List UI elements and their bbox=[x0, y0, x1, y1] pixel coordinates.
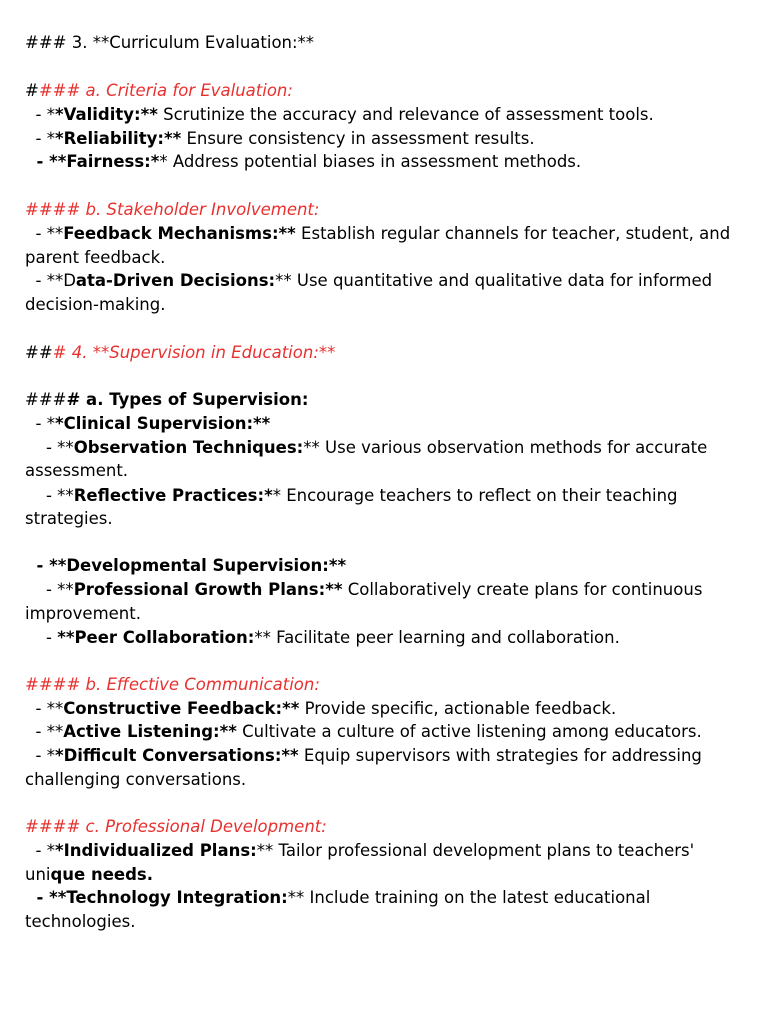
list-item-peer-collaboration bbox=[25, 626, 758, 650]
description: technologies. bbox=[25, 912, 136, 931]
description: Equip supervisors with strategies for addressing bbox=[298, 746, 702, 765]
description: ** Use quantitative and qualitative data for informed bbox=[275, 271, 713, 290]
list-item-feedback-mechanisms bbox=[25, 222, 758, 246]
description: Provide specific, actionable feedback. bbox=[299, 699, 617, 718]
heading-text-red: # 4. **Supervision in Education:** bbox=[52, 343, 336, 362]
description: Establish regular channels for teacher, student, and bbox=[295, 224, 731, 243]
subsection-c-professional-heading bbox=[25, 815, 758, 839]
description: Address potential biases in assessment methods. bbox=[167, 152, 582, 171]
heading-hash: ### bbox=[25, 390, 67, 409]
description: ** Tailor professional development plans to teachers' bbox=[256, 841, 695, 860]
term-growth-plans: Professional Growth Plans:** bbox=[73, 580, 343, 599]
description: parent feedback. bbox=[25, 248, 166, 267]
continuation-line bbox=[25, 602, 758, 626]
list-item-clinical bbox=[25, 412, 758, 436]
list-item-validity bbox=[25, 103, 758, 127]
term-technology-integration: Technology Integration: bbox=[66, 888, 288, 907]
list-item-difficult-conversations bbox=[25, 744, 758, 768]
term-individualized-plans: *Individualized Plans: bbox=[54, 841, 257, 860]
bullet-prefix: - * bbox=[25, 414, 55, 433]
description: Scrutinize the accuracy and relevance of assessment tools. bbox=[157, 105, 654, 124]
continuation-line bbox=[25, 863, 758, 887]
bullet-prefix: - ** bbox=[25, 580, 74, 599]
bullet-prefix: - ** bbox=[25, 224, 64, 243]
bullet-prefix: - bbox=[25, 628, 58, 647]
term-clinical: *Clinical Supervision:** bbox=[54, 414, 271, 433]
description: Ensure consistency in assessment results. bbox=[181, 129, 535, 148]
continuation-line bbox=[25, 910, 758, 934]
section-3-heading-text: ### 3. **Curriculum Evaluation:** bbox=[25, 33, 315, 52]
term-developmental: Developmental Supervision:** bbox=[66, 556, 347, 575]
description: decision-making. bbox=[25, 295, 166, 314]
list-item-reflective bbox=[25, 484, 758, 508]
term-data-driven: ata-Driven Decisions: bbox=[75, 271, 276, 290]
term-reflective: Reflective Practices:* bbox=[73, 486, 273, 505]
term-constructive-feedback: Constructive Feedback:** bbox=[63, 699, 300, 718]
list-item-technology-integration bbox=[25, 886, 758, 910]
continuation-line bbox=[25, 768, 758, 792]
bullet-prefix: - * bbox=[25, 746, 55, 765]
term-feedback-mechanisms: Feedback Mechanisms:** bbox=[63, 224, 296, 243]
heading-hash: ## bbox=[25, 343, 53, 362]
description: Cultivate a culture of active listening among educators. bbox=[236, 722, 702, 741]
list-item-growth-plans bbox=[25, 578, 758, 602]
bullet-prefix: - ** bbox=[25, 722, 64, 741]
description: Collaboratively create plans for continuous bbox=[342, 580, 703, 599]
subsection-a-criteria-heading bbox=[25, 79, 758, 103]
subsection-a-types-heading bbox=[25, 388, 758, 412]
bullet-prefix: - ** bbox=[25, 556, 67, 575]
continuation-line bbox=[25, 507, 758, 531]
heading-text-bold: # a. Types of Supervision: bbox=[66, 390, 309, 409]
term-fairness: - **Fairness:* bbox=[25, 152, 160, 171]
heading-text-red: ### a. Criteria for Evaluation: bbox=[38, 81, 293, 100]
heading-hash: # bbox=[25, 81, 39, 100]
list-item-individualized-plans bbox=[25, 839, 758, 863]
list-item-reliability bbox=[25, 127, 758, 151]
term-active-listening: Active Listening:** bbox=[63, 722, 237, 741]
description: challenging conversations. bbox=[25, 770, 247, 789]
description: ** Facilitate peer learning and collaboration. bbox=[254, 628, 620, 647]
term-observation: Observation Techniques: bbox=[73, 438, 304, 457]
heading-text-red: #### c. Professional Development: bbox=[25, 817, 327, 836]
continuation-line bbox=[25, 246, 758, 270]
list-item-data-driven bbox=[25, 269, 758, 293]
subsection-b-stakeholder-heading bbox=[25, 198, 758, 222]
description: assessment. bbox=[25, 461, 129, 480]
bullet-prefix: - * bbox=[25, 105, 55, 124]
section-3-heading bbox=[25, 31, 758, 55]
list-item-observation bbox=[25, 436, 758, 460]
description-bold: que needs. bbox=[50, 865, 154, 884]
heading-text-red: #### b. Effective Communication: bbox=[25, 675, 320, 694]
continuation-line bbox=[25, 293, 758, 317]
term-reliability: *Reliability:** bbox=[54, 129, 182, 148]
bullet-prefix: - ** bbox=[25, 486, 74, 505]
description: improvement. bbox=[25, 604, 141, 623]
bullet-prefix: - ** bbox=[25, 438, 74, 457]
list-item-constructive-feedback bbox=[25, 697, 758, 721]
description: * Encourage teachers to reflect on their teaching bbox=[272, 486, 678, 505]
term-peer-collaboration: **Peer Collaboration: bbox=[57, 628, 255, 647]
subsection-b-communication-heading bbox=[25, 673, 758, 697]
asterisk: * bbox=[159, 152, 168, 171]
description: strategies. bbox=[25, 509, 113, 528]
continuation-line bbox=[25, 459, 758, 483]
bullet-prefix: - **D bbox=[25, 271, 76, 290]
term-validity: *Validity:** bbox=[54, 105, 158, 124]
bullet-prefix: - * bbox=[25, 129, 55, 148]
bullet-prefix: - * bbox=[25, 841, 55, 860]
list-item-active-listening bbox=[25, 720, 758, 744]
section-4-heading bbox=[25, 341, 758, 365]
term-difficult-conversations: *Difficult Conversations:** bbox=[54, 746, 299, 765]
description: ** Use various observation methods for accurate bbox=[303, 438, 708, 457]
bullet-prefix: - ** bbox=[25, 888, 67, 907]
description: ** Include training on the latest educational bbox=[287, 888, 651, 907]
heading-text-red: #### b. Stakeholder Involvement: bbox=[25, 200, 320, 219]
description: uni bbox=[25, 865, 51, 884]
bullet-prefix: - ** bbox=[25, 699, 64, 718]
list-item-developmental bbox=[25, 554, 758, 578]
list-item-fairness bbox=[25, 150, 758, 174]
